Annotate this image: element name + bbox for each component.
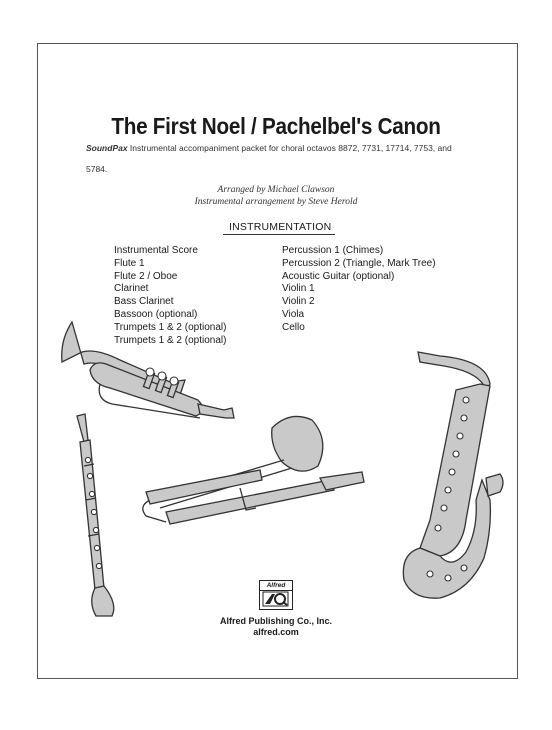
list-item: Percussion 1 (Chimes)	[282, 245, 384, 256]
logo-emblem-icon	[260, 590, 291, 608]
trombone-icon	[143, 416, 364, 524]
list-item: Bass Clarinet	[114, 296, 174, 308]
publisher-name: Alfred Publishing Co., Inc.	[219, 616, 332, 626]
arranger-credit: Arranged by Michael Clawson	[217, 185, 335, 195]
instrumental-credit: Instrumental arrangement by Steve Herold	[194, 197, 358, 207]
alfred-logo	[259, 580, 293, 610]
list-item: Violin 1	[282, 283, 315, 295]
subtitle-continued: 5784.	[86, 164, 108, 174]
publisher-website: alfred.com	[253, 627, 299, 637]
list-item: Viola	[282, 308, 305, 320]
list-item: Flute 1	[114, 257, 145, 269]
subtitle-text: Instrumental accompaniment packet for choral octavos 8872, 7731, 17714, 7753, and	[127, 143, 452, 153]
logo-emblem	[260, 590, 292, 608]
list-item: Acoustic Guitar (optional)	[282, 270, 395, 282]
logo-wordmark: Alfred	[260, 581, 292, 591]
clarinet-icon	[77, 414, 114, 616]
list-item: Instrumental Score	[114, 245, 198, 256]
page-title: The First Noel / Pachelbel's Canon	[111, 113, 441, 139]
list-item: Violin 2	[282, 296, 315, 308]
trumpet-icon	[62, 322, 234, 418]
publisher-block	[0, 616, 552, 638]
saxophone-icon	[403, 352, 503, 598]
list-item: Trumpets 1 & 2 (optional)	[114, 334, 227, 346]
list-item: Trumpets 1 & 2 (optional)	[114, 321, 227, 333]
list-item: Clarinet	[114, 283, 149, 295]
instrumentation-heading: INSTRUMENTATION	[229, 221, 332, 233]
list-item: Flute 2 / Oboe	[114, 270, 178, 282]
list-item: Bassoon (optional)	[114, 308, 198, 320]
list-item: Percussion 2 (Triangle, Mark Tree)	[282, 257, 436, 269]
brand-name: SoundPax	[86, 143, 128, 153]
list-item: Cello	[282, 321, 305, 333]
